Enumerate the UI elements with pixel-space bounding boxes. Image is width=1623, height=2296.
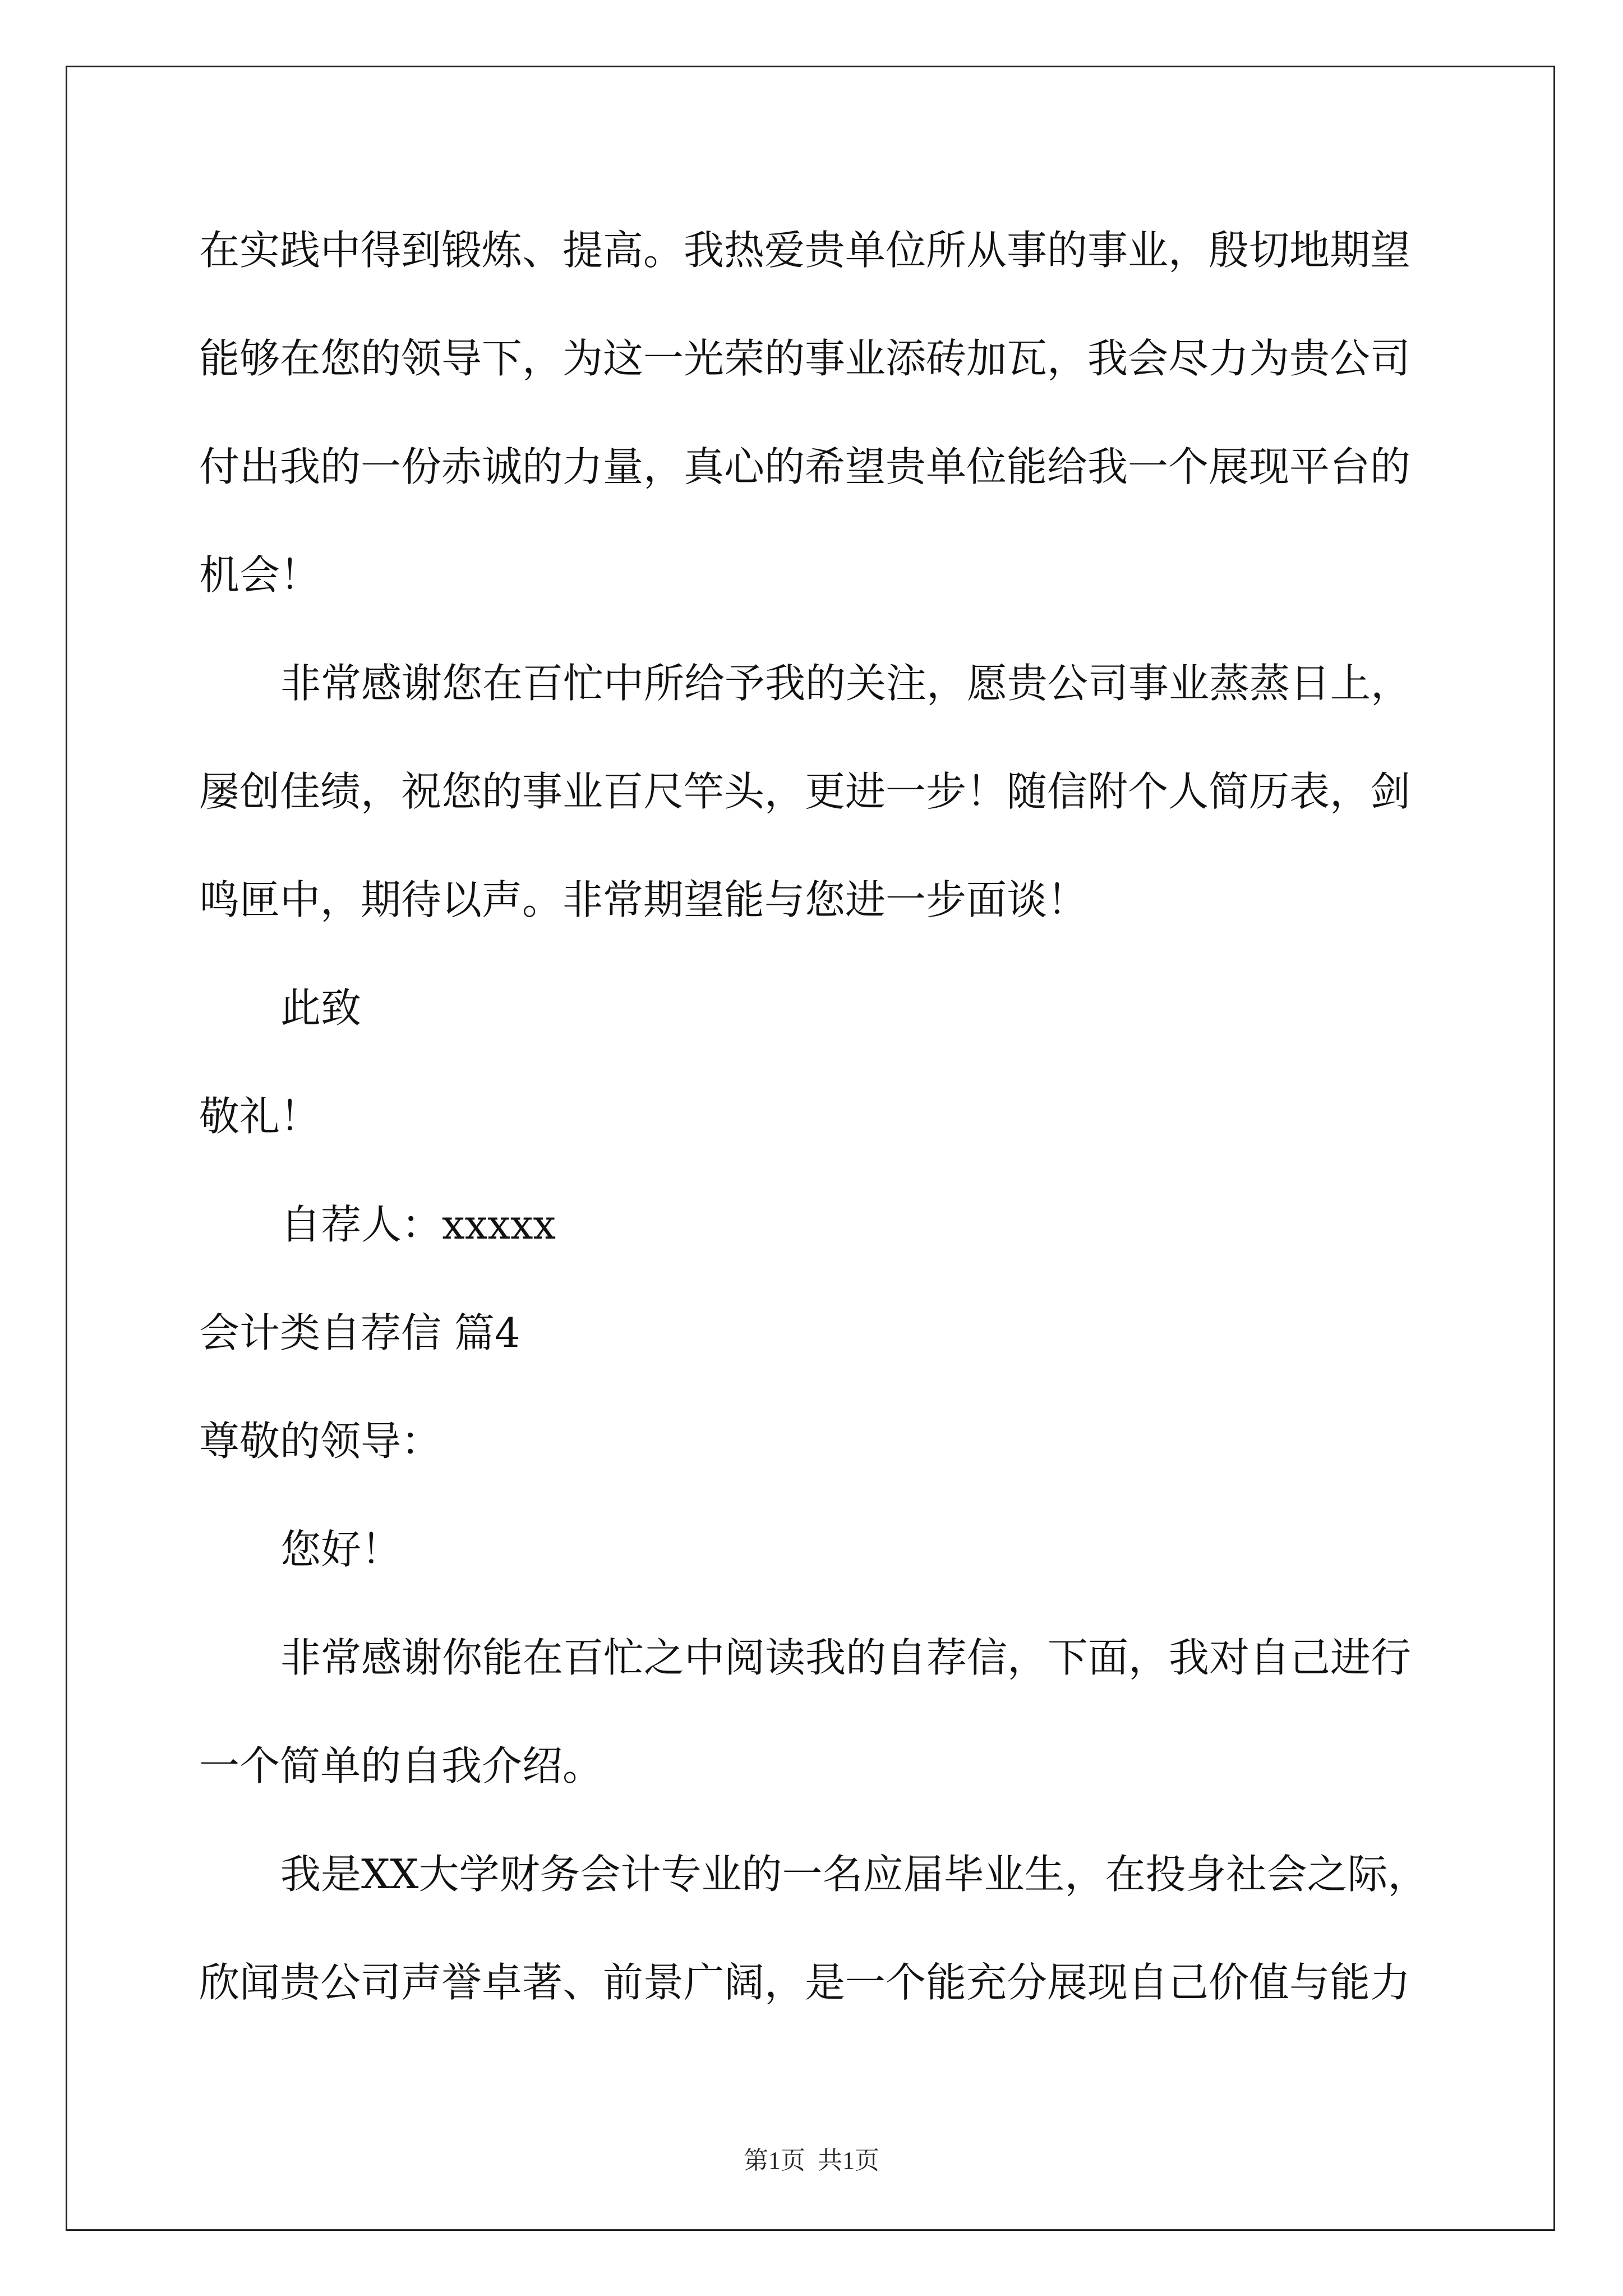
body-line-11: 欣闻贵公司声誉卓著、前景广阔，是一个能充分展现自己价值与能力 — [199, 1959, 1411, 2006]
greeting-hello: 您好！ — [280, 1526, 402, 1573]
body-line-8: 非常感谢你能在百忙之中阅读我的自荐信，下面，我对自己进行 — [280, 1634, 1412, 1681]
body-line-9: 一个简单的自我介绍。 — [199, 1742, 603, 1789]
body-line-5: 非常感谢您在百忙中所给予我的关注，愿贵公司事业蒸蒸日上， — [280, 660, 1412, 707]
body-line-2: 能够在您的领导下，为这一光荣的事业添砖加瓦，我会尽力为贵公司 — [199, 335, 1411, 382]
body-line-7: 鸣匣中，期待以声。非常期望能与您进一步面谈！ — [199, 876, 1088, 923]
body-line-6: 屡创佳绩，祝您的事业百尺竿头，更进一步！随信附个人简历表，剑 — [199, 768, 1411, 815]
greeting-address: 尊敬的领导： — [199, 1418, 442, 1465]
page-border — [66, 66, 1555, 2231]
closing-salutation: 此致 — [280, 984, 362, 1032]
signature-line: 自荐人：xxxxx — [280, 1201, 556, 1248]
body-line-4: 机会！ — [199, 551, 321, 599]
body-line-10: 我是XX大学财务会计专业的一名应届毕业生，在投身社会之际， — [280, 1851, 1428, 1898]
closing-respect: 敬礼！ — [199, 1093, 321, 1140]
page-number-footer: 第1页 共1页 — [744, 2147, 879, 2174]
body-line-3: 付出我的一份赤诚的力量，真心的希望贵单位能给我一个展现平台的 — [199, 443, 1411, 490]
body-line-1: 在实践中得到锻炼、提高。我热爱贵单位所从事的事业，殷切地期望 — [199, 227, 1411, 274]
section-heading: 会计类自荐信 篇4 — [199, 1309, 520, 1356]
